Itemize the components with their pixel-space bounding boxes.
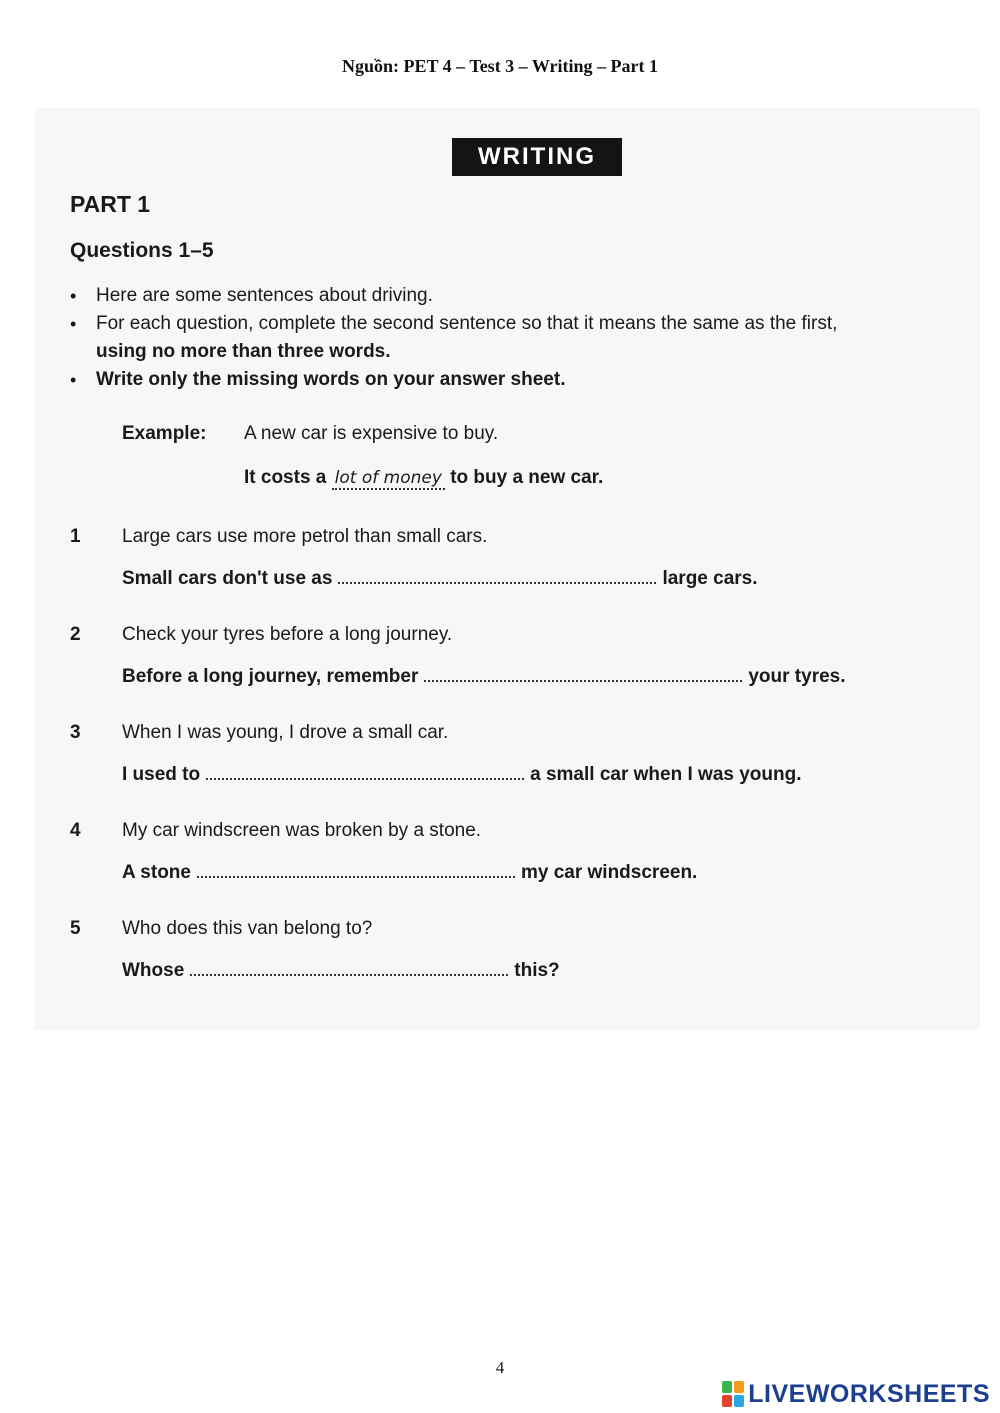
section-banner: WRITING — [452, 138, 622, 176]
liveworksheets-logo-text: LIVEWORKSHEETS — [748, 1379, 990, 1408]
question-sentence: My car windscreen was broken by a stone. — [122, 820, 482, 841]
answer-start: A stone — [122, 862, 191, 883]
instruction-text: Here are some sentences about driving. — [96, 285, 433, 306]
example-sentence: A new car is expensive to buy. — [244, 423, 499, 444]
answer-start: Small cars don't use as — [122, 568, 333, 589]
question-number: 5 — [70, 918, 81, 939]
questions-heading: Questions 1–5 — [70, 239, 214, 262]
instruction-emphasis: using no more than three words. — [96, 341, 391, 362]
logo-square-cyan — [734, 1395, 744, 1407]
question-sentence: Check your tyres before a long journey. — [122, 624, 453, 645]
logo-square-green — [722, 1381, 732, 1393]
answer-end: large cars. — [662, 568, 758, 589]
answer-line — [122, 764, 802, 786]
example-answer-start: It costs a — [244, 467, 327, 488]
answer-start: I used to — [122, 764, 201, 785]
logo-square-red — [722, 1395, 732, 1407]
logo-square-orange — [734, 1381, 744, 1393]
instruction-item — [70, 282, 970, 310]
instruction-list — [70, 282, 970, 394]
liveworksheets-logo-icon — [722, 1381, 744, 1407]
example-filled-answer: lot of money — [332, 468, 445, 490]
page-number: 4 — [495, 1358, 505, 1377]
liveworksheets-logo[interactable] — [722, 1378, 990, 1410]
answer-blank[interactable] — [338, 568, 656, 584]
question-number: 3 — [70, 722, 81, 743]
question-sentence: When I was young, I drove a small car. — [122, 722, 449, 743]
answer-line — [122, 568, 758, 590]
answer-blank[interactable] — [424, 666, 742, 682]
answer-start: Whose — [122, 960, 185, 981]
instruction-item — [70, 366, 970, 394]
answer-blank[interactable] — [197, 862, 515, 878]
question-number: 1 — [70, 526, 81, 547]
question-number: 4 — [70, 820, 81, 841]
answer-line — [122, 862, 697, 884]
answer-line — [122, 666, 846, 688]
example-answer-end: to buy a new car. — [450, 467, 604, 488]
example-answer — [244, 467, 603, 489]
question-number: 2 — [70, 624, 81, 645]
part-heading: PART 1 — [70, 191, 151, 217]
answer-blank[interactable] — [206, 764, 524, 780]
answer-line — [122, 960, 560, 982]
answer-end: a small car when I was young. — [530, 764, 802, 785]
instruction-emphasis: Write only the missing words on your answer sheet. — [96, 369, 566, 390]
question-sentence: Large cars use more petrol than small cars. — [122, 526, 488, 547]
instruction-item — [70, 310, 970, 366]
answer-end: your tyres. — [748, 666, 846, 687]
source-line: Nguồn: PET 4 – Test 3 – Writing – Part 1 — [341, 56, 659, 76]
instruction-text: For each question, complete the second sentence so that it means the same as the first, — [96, 313, 838, 334]
answer-blank[interactable] — [190, 960, 508, 976]
answer-end: this? — [514, 960, 560, 981]
answer-end: my car windscreen. — [520, 862, 698, 883]
example-label: Example: — [122, 423, 207, 444]
question-sentence: Who does this van belong to? — [122, 918, 373, 939]
answer-start: Before a long journey, remember — [122, 666, 419, 687]
